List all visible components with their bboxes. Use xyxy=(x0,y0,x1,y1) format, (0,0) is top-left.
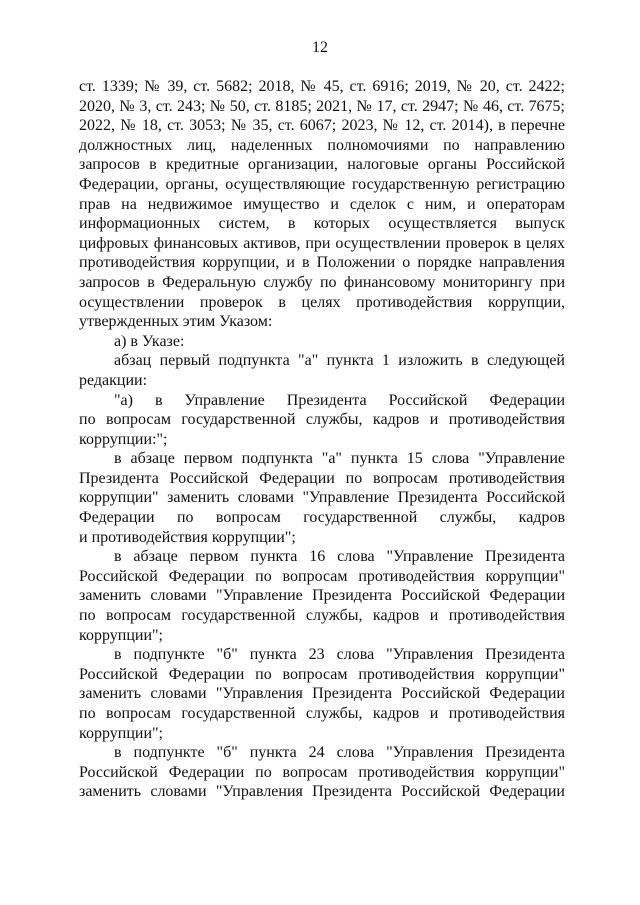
text-line: и противодействия коррупции"; xyxy=(79,528,296,546)
text-line: заменить словами "Управление Президента Российской Федерации xyxy=(79,587,565,605)
text-line: по вопросам государственной службы, кадров и противодействия xyxy=(79,411,565,429)
text-line: Российской Федерации по вопросам противодействия коррупции" xyxy=(79,567,565,585)
text-line: коррупции"; xyxy=(79,724,163,742)
text-line: по вопросам государственной службы, кадров и противодействия xyxy=(79,607,565,625)
text-line: Федерации, органы, осуществляющие государственную регистрацию xyxy=(79,175,565,193)
text-line: "а) в Управление Президента Российской Федерации xyxy=(114,391,565,409)
text-line: абзац первый подпункта "а" пункта 1 изложить в следующей xyxy=(114,352,565,370)
text-line: прав на недвижимое имущество и сделок с ним, и операторам xyxy=(79,195,565,213)
text-line: осуществлении проверок в целях противодействия коррупции, xyxy=(79,293,565,311)
text-line: коррупции:"; xyxy=(79,430,168,448)
text-line: редакции: xyxy=(79,371,148,389)
text-line: цифровых финансовых активов, при осуществлении проверок в целях xyxy=(79,234,565,252)
text-line: в подпункте "б" пункта 23 слова "Управления Президента xyxy=(114,646,565,664)
text-line: в абзаце первом пункта 16 слова "Управление Президента xyxy=(114,548,565,566)
text-line: ст. 1339; № 39, ст. 5682; 2018, № 45, ст. 6916; 2019, № 20, ст. 2422; xyxy=(79,78,565,95)
text-line: информационных систем, в которых осуществляется выпуск xyxy=(79,215,565,233)
text-line: в абзаце первом подпункта "а" пункта 15 слова "Управление xyxy=(114,450,565,468)
text-line: запросов в кредитные организации, налоговые органы Российской xyxy=(79,156,565,174)
body-text xyxy=(79,77,565,802)
text-line: в подпункте "б" пункта 24 слова "Управления Президента xyxy=(114,744,565,762)
text-line: коррупции" заменить словами "Управление Президента Российской xyxy=(79,489,565,507)
text-line: а) в Указе: xyxy=(114,332,185,350)
text-line: Российской Федерации по вопросам противодействия коррупции" xyxy=(79,763,565,781)
page-number: 12 xyxy=(312,39,328,56)
text-line: противодействия коррупции, и в Положении о порядке направления xyxy=(79,254,565,272)
text-line: коррупции"; xyxy=(79,626,163,644)
text-line: по вопросам государственной службы, кадров и противодействия xyxy=(79,705,565,722)
text-line: должностных лиц, наделенных полномочиями по направлению xyxy=(79,136,565,154)
text-line: заменить словами "Управления Президента Российской Федерации xyxy=(79,685,565,703)
text-line: Федерации по вопросам государственной службы, кадров xyxy=(79,509,565,527)
text-line: заменить словами "Управления Президента Российской Федерации xyxy=(79,783,565,801)
text-line: 2022, № 18, ст. 3053; № 35, ст. 6067; 2023, № 12, ст. 2014), в перечне xyxy=(79,117,565,135)
text-line: Российской Федерации по вопросам противодействия коррупции" xyxy=(79,665,565,683)
text-line: Президента Российской Федерации по вопросам противодействия xyxy=(79,469,565,487)
text-line: утвержденных этим Указом: xyxy=(79,313,273,331)
text-line: 2020, № 3, ст. 243; № 50, ст. 8185; 2021, № 17, ст. 2947; № 46, ст. 7675; xyxy=(79,97,565,115)
text-line: запросов в Федеральную службу по финансовому мониторингу при xyxy=(79,273,565,291)
